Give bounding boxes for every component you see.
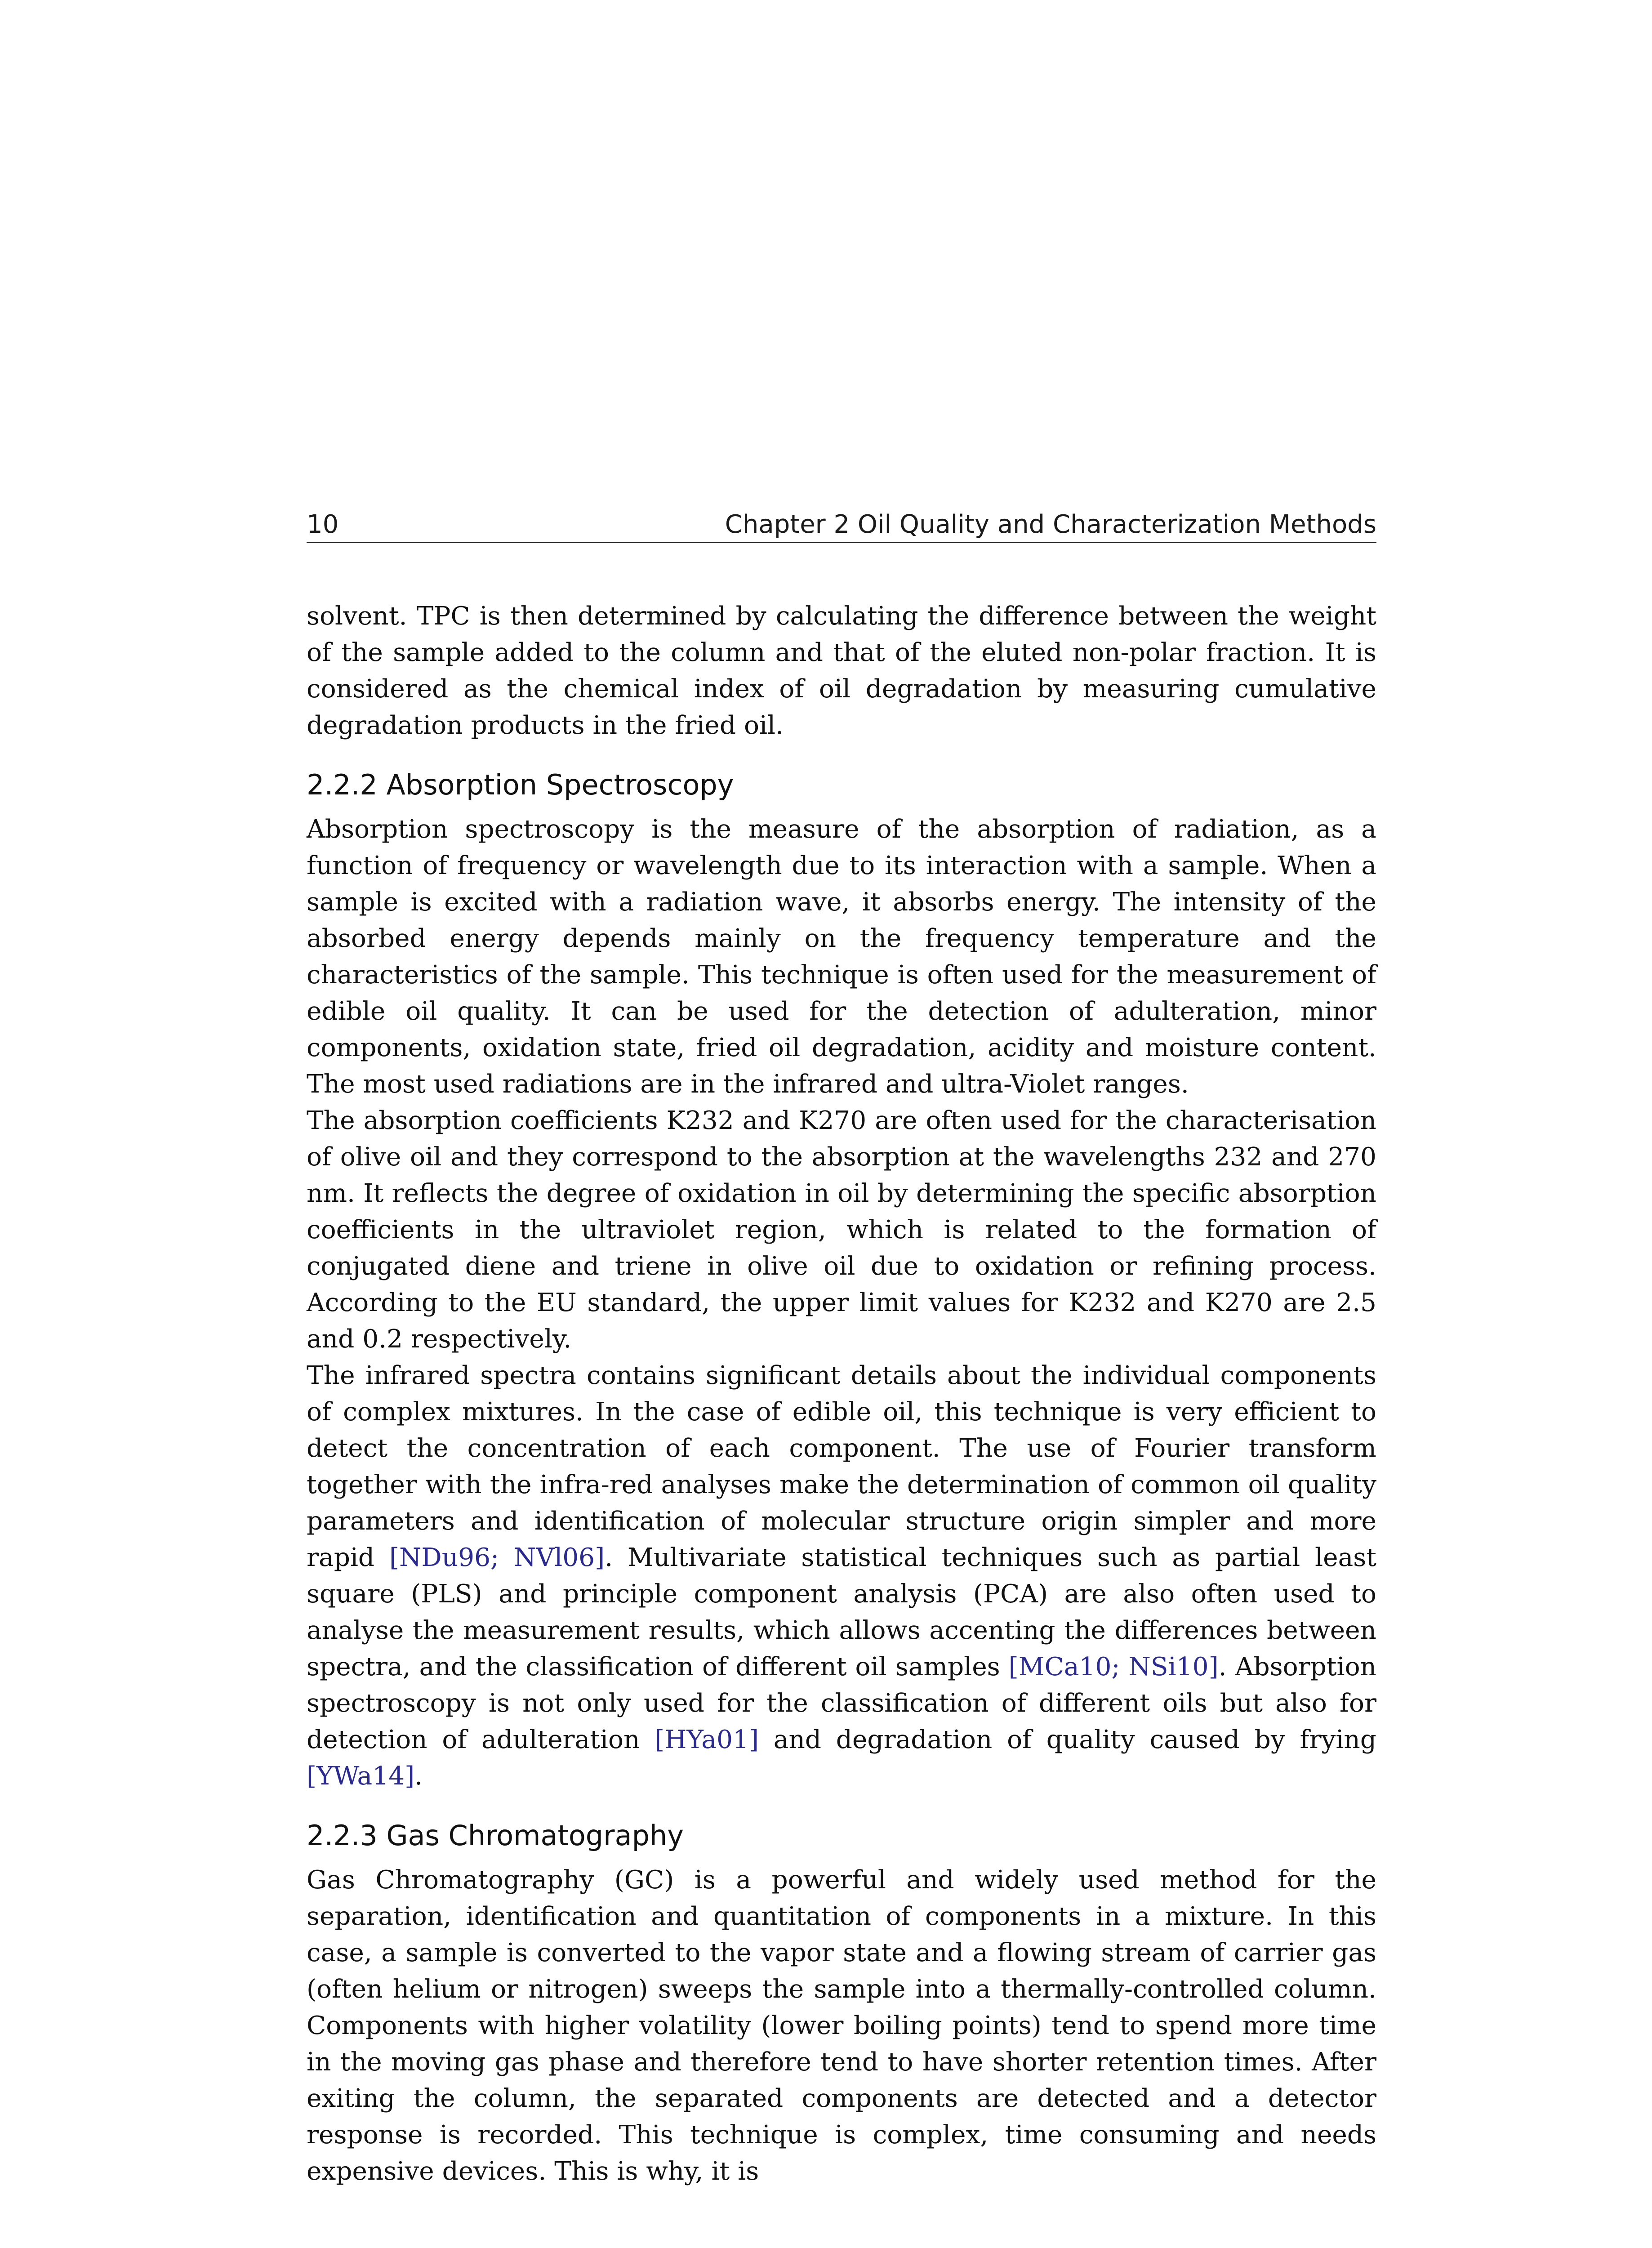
- paragraph-continuation: solvent. TPC is then determined by calculating the difference between the weight of the sample added to the column and that of the eluted non-polar fraction. It is considered as the chemical index of oil degradation by measuring cumulative degradation products in the fried oil.: [307, 602, 1376, 740]
- paragraph-infrared: [307, 1357, 1376, 1794]
- running-title: Chapter 2 Oil Quality and Characterization Methods: [725, 510, 1376, 539]
- text-segment: . Multivariate statistical techniques such as partial least square (PLS) and principle component analysis (PCA) are also often used to analyse the measurement results, which allows accenting the differences between spectra, and the classification of different oil samples: [307, 1543, 1376, 1682]
- running-header: [307, 507, 1376, 543]
- citation-link[interactable]: [YWa14]: [307, 1762, 415, 1791]
- citation-link[interactable]: [NDu96; NVl06]: [389, 1543, 605, 1572]
- paragraph-absorption-coefficients: The absorption coefficients K232 and K270 are often used for the characterisation of olive oil and they correspond to the absorption at the wavelengths 232 and 270 nm. It reflects the degree of oxidation in oil by determining the specific absorption coefficients in the ultraviolet region, which is related to the formation of conjugated diene and triene in olive oil due to oxidation or refining process. According to the EU standard, the upper limit values for K232 and K270 are 2.5 and 0.2 respectively.: [307, 1106, 1376, 1354]
- page-number: 10: [307, 510, 339, 539]
- text-segment: and degradation of quality caused by frying: [759, 1725, 1376, 1754]
- section-heading-absorption-spectroscopy: 2.2.2 Absorption Spectroscopy: [307, 768, 734, 801]
- section-heading-gas-chromatography: 2.2.3 Gas Chromatography: [307, 1819, 684, 1852]
- text-segment: .: [414, 1762, 423, 1791]
- citation-link[interactable]: [HYa01]: [655, 1725, 759, 1754]
- paragraph-absorption-intro: Absorption spectroscopy is the measure of the absorption of radiation, as a function of frequency or wavelength due to its interaction with a sample. When a sample is excited with a radiation wave, it absorbs energy. The intensity of the absorbed energy depends mainly on the frequency temperature and the characteristics of the sample. This technique is often used for the measurement of edible oil quality. It can be used for the detection of adulteration, minor components, oxidation state, fried oil degradation, acidity and moisture content. The most used radiations are in the infrared and ultra-Violet ranges.: [307, 815, 1376, 1099]
- citation-link[interactable]: [MCa10; NSi10]: [1008, 1652, 1219, 1682]
- text-segment: . Absorption spectroscopy is not only used for the classification of different oils but also for detection of adulteration: [307, 1652, 1376, 1754]
- paragraph-gas-chromatography: Gas Chromatography (GC) is a powerful and widely used method for the separation, identification and quantitation of components in a mixture. In this case, a sample is converted to the vapor state and a flowing stream of carrier gas (often helium or nitrogen) sweeps the sample into a thermally-controlled column. Components with higher volatility (lower boiling points) tend to spend more time in the moving gas phase and therefore tend to have shorter retention times. After exiting the column, the separated components are detected and a detector response is recorded. This technique is complex, time consuming and needs expensive devices. This is why, it is: [307, 1865, 1376, 2186]
- text-segment: The infrared spectra contains significant details about the individual components of complex mixtures. In the case of edible oil, this technique is very efficient to detect the concentration of each component. The use of Fourier transform together with the infra-red analyses make the determination of common oil quality parameters and identification of molecular structure origin simpler and more rapid: [307, 1361, 1376, 1572]
- main-text: [307, 598, 1376, 2190]
